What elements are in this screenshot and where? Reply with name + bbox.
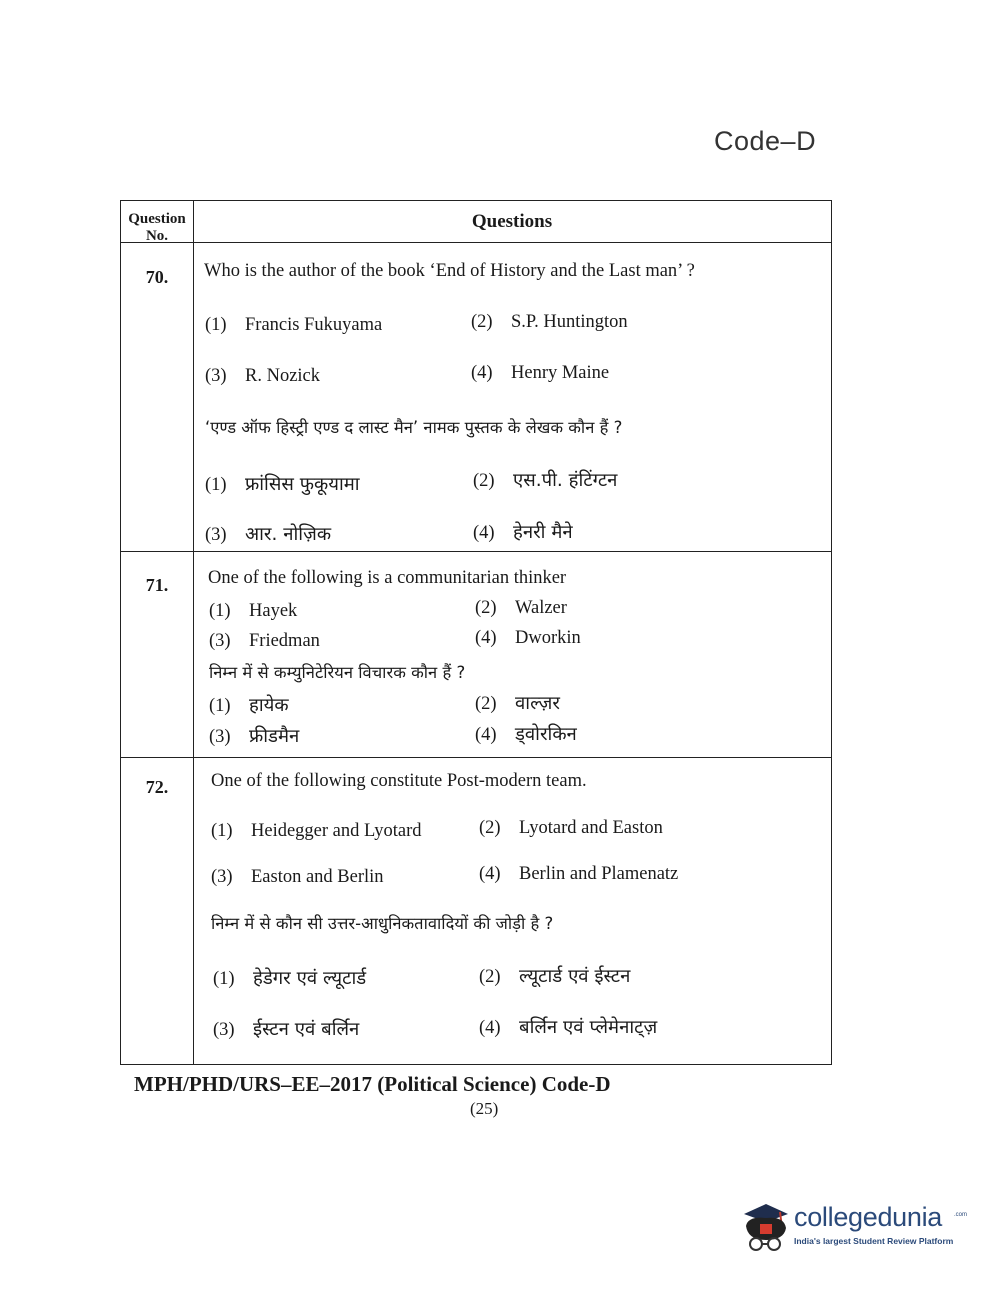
option-2-en: (2) S.P. Huntington bbox=[471, 312, 628, 332]
row-divider bbox=[121, 757, 831, 758]
option-2-hi: (2) एस.पी. हंटिंग्टन bbox=[473, 470, 618, 491]
option-3-en: (3) Easton and Berlin bbox=[211, 867, 384, 887]
option-4-hi: (4) हेनरी मैने bbox=[473, 522, 573, 543]
option-1-en: (1) Francis Fukuyama bbox=[205, 315, 383, 335]
option-2-en: (2) Walzer bbox=[475, 598, 567, 618]
questions-table bbox=[120, 200, 832, 1065]
question-text-hi: निम्न में से कम्युनिटेरियन विचारक कौन हैं ? bbox=[209, 663, 466, 682]
brand-domain: .com bbox=[954, 1212, 968, 1218]
brand-name: collegedunia bbox=[794, 1202, 943, 1232]
option-3-hi: (3) फ्रीडमैन bbox=[209, 726, 300, 747]
question-text-en: One of the following constitute Post-modern team. bbox=[211, 771, 587, 791]
option-3-hi: (3) ईस्टन एवं बर्लिन bbox=[213, 1019, 360, 1040]
column-divider bbox=[193, 201, 194, 1064]
paper-code-label: Code–D bbox=[714, 126, 817, 156]
option-1-hi: (1) फ्रांसिस फुकूयामा bbox=[205, 474, 360, 495]
option-4-en: (4) Berlin and Plamenatz bbox=[479, 864, 679, 884]
header-question-no: Question No. bbox=[128, 211, 186, 244]
exam-footer: MPH/PHD/URS–EE–2017 (Political Science) Code-D bbox=[134, 1072, 611, 1096]
option-3-en: (3) Friedman bbox=[209, 631, 320, 651]
option-3-en: (3) R. Nozick bbox=[205, 366, 321, 386]
graduate-mascot-icon bbox=[736, 1196, 792, 1256]
option-2-hi: (2) वाल्ज़र bbox=[475, 693, 560, 714]
question-number: 70. bbox=[145, 267, 169, 287]
option-1-hi: (1) हायेक bbox=[209, 695, 289, 716]
option-2-hi: (2) ल्यूटार्ड एवं ईस्टन bbox=[479, 966, 631, 987]
question-text-en: One of the following is a communitarian thinker bbox=[208, 568, 567, 588]
option-4-hi: (4) ड्वोरकिन bbox=[475, 724, 577, 745]
question-number: 72. bbox=[145, 777, 169, 797]
option-3-hi: (3) आर. नोज़िक bbox=[205, 524, 332, 545]
option-1-en: (1) Heidegger and Lyotard bbox=[211, 821, 422, 841]
brand-watermark bbox=[736, 1196, 966, 1260]
row-divider bbox=[121, 551, 831, 552]
question-text-hi: ‘एण्ड ऑफ हिस्ट्री एण्ड द लास्ट मैन’ नामक पुस्तक के लेखक कौन हैं ? bbox=[205, 418, 623, 437]
question-text-hi: निम्न में से कौन सी उत्तर-आधुनिकतावादियों की जोड़ी है ? bbox=[211, 914, 554, 933]
header-questions: Questions bbox=[471, 211, 553, 232]
option-4-en: (4) Dworkin bbox=[475, 628, 581, 648]
option-1-hi: (1) हेडेगर एवं ल्यूटार्ड bbox=[213, 968, 367, 989]
page-number: (25) bbox=[470, 1099, 499, 1118]
question-number: 71. bbox=[145, 575, 169, 595]
option-4-en: (4) Henry Maine bbox=[471, 363, 610, 383]
question-text-en: Who is the author of the book ‘End of History and the Last man’ ? bbox=[204, 261, 695, 281]
option-2-en: (2) Lyotard and Easton bbox=[479, 818, 663, 838]
option-4-hi: (4) बर्लिन एवं प्लेमेनाट्ज़ bbox=[479, 1017, 658, 1038]
brand-tagline: India's largest Student Review Platform bbox=[794, 1236, 954, 1246]
header-divider bbox=[121, 242, 831, 243]
option-1-en: (1) Hayek bbox=[209, 601, 298, 621]
